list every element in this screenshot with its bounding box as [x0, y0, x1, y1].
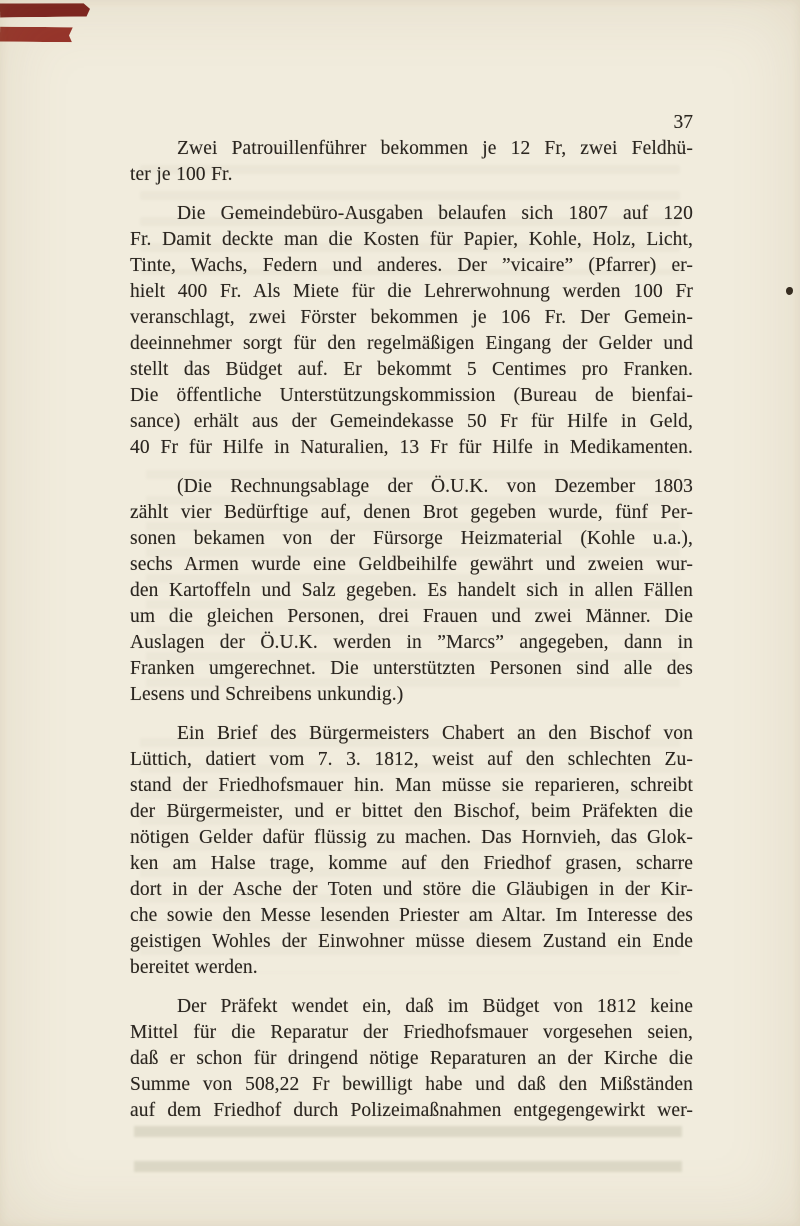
text-line: daß er schon für dringend nötige Reparaturen an der Kirche die	[130, 1048, 693, 1069]
text-line: nötigen Gelder dafür flüssig zu machen. Das Hornvieh, das Glok-	[130, 827, 693, 848]
text-line: geistigen Wohles der Einwohner müsse diesem Zustand ein Ende	[130, 931, 693, 952]
text-line: Mittel für die Reparatur der Friedhofsmauer vorgesehen seien,	[130, 1022, 693, 1043]
text-line: Der Präfekt wendet ein, daß im Büdget von 1812 keine	[177, 996, 693, 1017]
text-line: der Bürgermeister, und er bittet den Bischof, beim Präfekten die	[130, 801, 693, 822]
text-line: ken am Halse trage, komme auf den Friedhof grasen, scharre	[130, 853, 693, 874]
text-line: 40 Fr für Hilfe in Naturalien, 13 Fr für Hilfe in Medikamenten.	[130, 437, 693, 458]
text-line: Summe von 508,22 Fr bewilligt habe und daß den Mißständen	[130, 1074, 693, 1095]
red-cover-mark-top	[0, 3, 90, 18]
text-line: Zwei Patrouillenführer bekommen je 12 Fr, zwei Feldhü-	[177, 138, 693, 159]
text-line: ter je 100 Fr.	[130, 164, 233, 185]
body-paragraphs	[130, 136, 693, 1124]
text-line: um die gleichen Personen, drei Frauen und zwei Männer. Die	[130, 606, 693, 627]
text-line: (Die Rechnungsablage der Ö.U.K. von Dezember 1803	[177, 476, 693, 497]
text-line: che sowie den Messe lesenden Priester am Altar. Im Interesse des	[130, 905, 693, 926]
text-line: hielt 400 Fr. Als Miete für die Lehrerwohnung werden 100 Fr	[130, 281, 693, 302]
show-through-ghost-lines-bottom	[134, 1126, 682, 1188]
ink-speck	[786, 287, 793, 295]
text-line: sechs Armen wurde eine Geldbeihilfe gewährt und zweien wur-	[130, 554, 693, 575]
paragraph	[130, 201, 693, 461]
page-number: 37	[673, 112, 693, 133]
text-line: Die Gemeindebüro-Ausgaben belaufen sich 1807 auf 120	[177, 203, 693, 224]
page-text-column	[130, 110, 693, 1124]
text-line: deeinnehmer sorgt für den regelmäßigen Eingang der Gelder und	[130, 333, 693, 354]
paragraph	[130, 721, 693, 981]
text-line: sance) erhält aus der Gemeindekasse 50 Fr für Hilfe in Geld,	[130, 411, 693, 432]
text-line: den Kartoffeln und Salz gegeben. Es handelt sich in allen Fällen	[130, 580, 693, 601]
text-line: Tinte, Wachs, Federn und anderes. Der ”vicaire” (Pfarrer) er-	[130, 255, 693, 276]
paragraph	[130, 136, 693, 188]
text-line: zählt vier Bedürftige auf, denen Brot gegeben wurde, fünf Per-	[130, 502, 693, 523]
text-line: bereitet werden.	[130, 957, 258, 978]
paragraph	[130, 474, 693, 708]
red-cover-mark-bottom	[0, 27, 75, 43]
text-line: Die öffentliche Unterstützungskommission (Bureau de bienfai-	[130, 385, 693, 406]
text-line: dort in der Asche der Toten und störe die Gläubigen in der Kir-	[130, 879, 693, 900]
text-line: Lüttich, datiert vom 7. 3. 1812, weist auf den schlechten Zu-	[130, 749, 693, 770]
text-line: Auslagen der Ö.U.K. werden in ”Marcs” angegeben, dann in	[130, 632, 693, 653]
text-line: veranschlagt, zwei Förster bekommen je 106 Fr. Der Gemein-	[130, 307, 693, 328]
text-line: Franken umgerechnet. Die unterstützten Personen sind alle des	[130, 658, 693, 679]
text-line: Fr. Damit deckte man die Kosten für Papier, Kohle, Holz, Licht,	[130, 229, 693, 250]
paragraph	[130, 994, 693, 1124]
text-line: auf dem Friedhof durch Polizeimaßnahmen entgegengewirkt wer-	[130, 1100, 693, 1121]
text-line: stellt das Büdget auf. Er bekommt 5 Centimes pro Franken.	[130, 359, 693, 380]
text-line: Ein Brief des Bürgermeisters Chabert an den Bischof von	[177, 723, 693, 744]
text-line: sonen bekamen von der Fürsorge Heizmaterial (Kohle u.a.),	[130, 528, 693, 549]
text-line: Lesens und Schreibens unkundig.)	[130, 684, 404, 705]
text-line: stand der Friedhofsmauer hin. Man müsse sie reparieren, schreibt	[130, 775, 693, 796]
